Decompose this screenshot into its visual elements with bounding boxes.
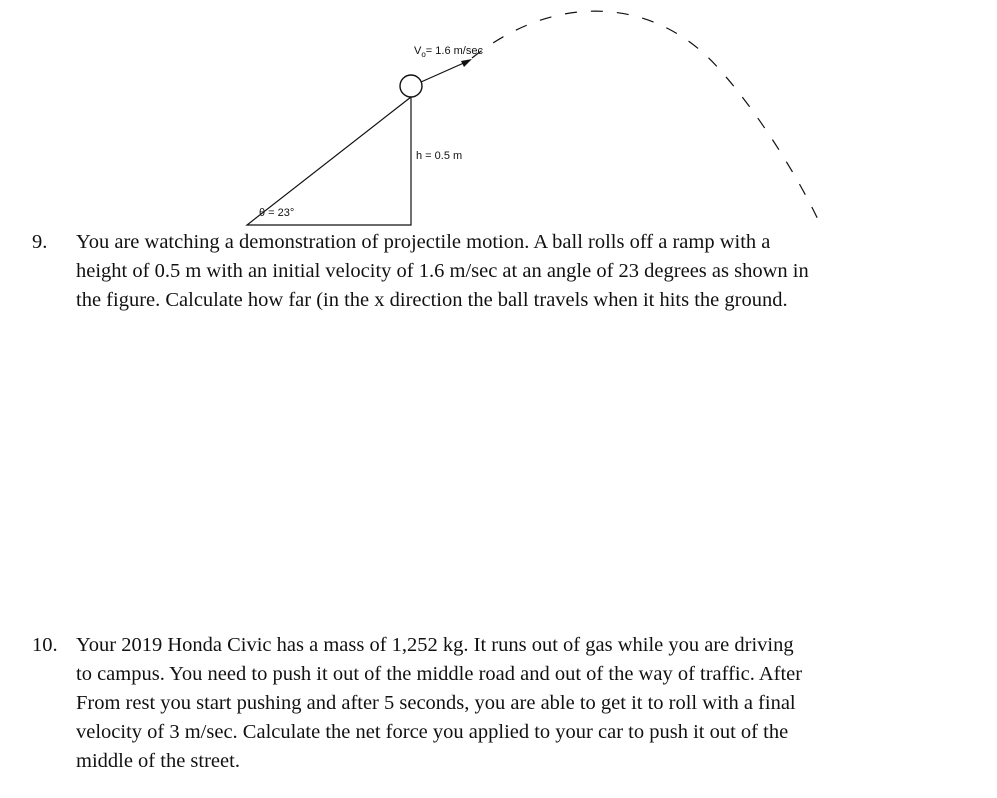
question-text [76, 228, 978, 315]
height-label: h = 0.5 m [416, 150, 463, 162]
projectile-figure [0, 0, 997, 240]
question-text [76, 631, 978, 776]
question-line: velocity of 3 m/sec. Calculate the net force you applied to your car to push it out of the [76, 721, 789, 743]
question-line: From rest you start pushing and after 5 seconds, you are able to get it to roll with a final [76, 692, 796, 714]
question-line: the figure. Calculate how far (in the x direction the ball travels when it hits the ground. [76, 289, 788, 311]
question-line: You are watching a demonstration of projectile motion. A ball rolls off a ramp with a [76, 231, 771, 253]
question-9 [32, 228, 982, 318]
question-number: 10. [32, 634, 58, 656]
velocity-arrow-head [461, 59, 472, 67]
question-line: middle of the street. [76, 750, 240, 772]
angle-label: θ = 23° [259, 207, 295, 219]
question-line: Your 2019 Honda Civic has a mass of 1,252 kg. It runs out of gas while you are driving [76, 634, 794, 656]
ball [400, 75, 422, 97]
question-number: 9. [32, 231, 48, 253]
question-10 [32, 631, 982, 781]
trajectory-path [472, 11, 822, 228]
question-line: to campus. You need to push it out of the middle road and out of the way of traffic. After [76, 663, 803, 685]
ramp-triangle [247, 97, 411, 225]
velocity-arrow-line [421, 62, 466, 82]
velocity-label: $V_o= 1.6$ m/sec [414, 45, 483, 59]
question-line: height of 0.5 m with an initial velocity of 1.6 m/sec at an angle of 23 degrees as shown in [76, 260, 809, 282]
